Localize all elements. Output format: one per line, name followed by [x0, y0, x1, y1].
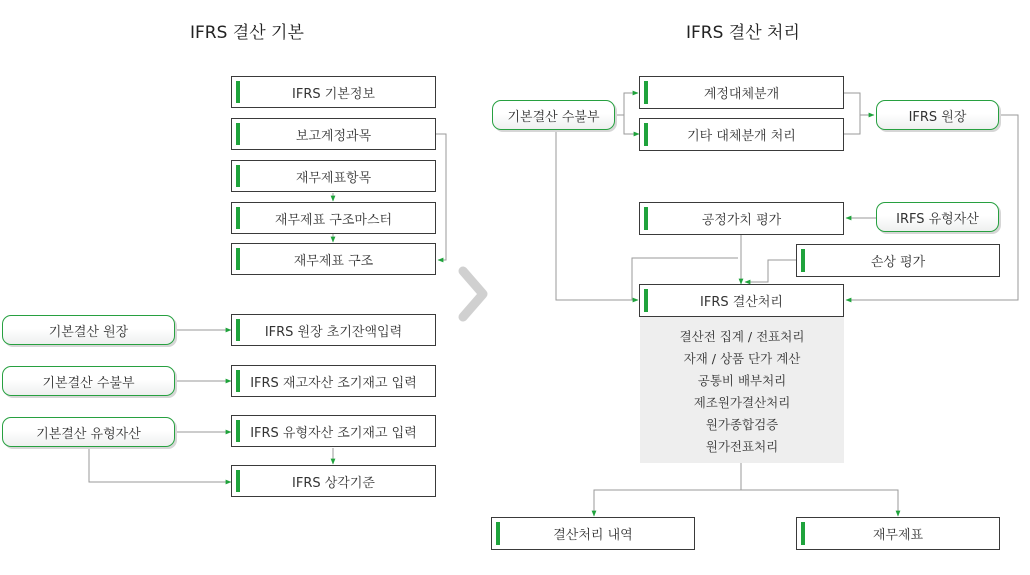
closing-step: 제조원가결산처리 — [693, 395, 791, 410]
connector-inventory-to-other-transfer — [624, 115, 638, 134]
connector-closing-to-outputs — [594, 463, 741, 516]
pill-label: 기본결산 수불부 — [42, 375, 135, 391]
ifrs-basic-info-box[interactable] — [231, 76, 436, 108]
pill-label: IFRS 원장 — [908, 109, 967, 125]
connector-inventory-to-transfer — [616, 93, 638, 115]
fair-value-box[interactable] — [639, 202, 844, 235]
right-panel-title: IFRS 결산 처리 — [686, 23, 800, 43]
box-label: IFRS 결산처리 — [700, 295, 783, 310]
box-label: 결산처리 내역 — [553, 528, 633, 543]
inventory-initial-box[interactable] — [231, 365, 436, 397]
box-label: IFRS 기본정보 — [292, 86, 375, 102]
basic-asset-pill[interactable] — [2, 417, 175, 447]
basic-inventory-pill[interactable] — [2, 366, 175, 396]
box-label: 재무제표항목 — [295, 170, 372, 186]
ledger-initial-balance-box[interactable] — [231, 314, 436, 346]
closing-step: 자재 / 상품 단가 계산 — [683, 351, 801, 366]
connector-account-to-structure — [436, 134, 446, 260]
closing-step: 결산전 집계 / 전표처리 — [679, 329, 805, 344]
connector-impairment-to-closing — [745, 260, 796, 282]
box-label: 재무제표 구조마스터 — [274, 212, 393, 228]
pill-label: 기본결산 유형자산 — [36, 426, 141, 442]
closing-steps-panel — [640, 317, 844, 463]
fs-structure-box[interactable] — [231, 243, 436, 275]
right-inventory-pill[interactable] — [492, 100, 615, 130]
closing-step: 원가전표처리 — [705, 439, 779, 454]
impairment-box[interactable] — [796, 244, 1000, 277]
box-label: 계정대체분개 — [703, 87, 780, 102]
box-label: 손상 평가 — [870, 255, 926, 270]
pill-label: 기본결산 수불부 — [507, 109, 600, 125]
box-label: 재무제표 구조 — [293, 253, 374, 269]
pill-label: 기본결산 원장 — [48, 324, 129, 340]
closing-history-box[interactable] — [491, 517, 695, 550]
connector-other-to-ledger — [844, 115, 860, 134]
closing-step: 공통비 배부처리 — [697, 373, 787, 388]
ifrs-ledger-pill[interactable] — [876, 100, 999, 130]
box-label: 기타 대체분개 처리 — [687, 129, 796, 144]
closing-step: 원가종합검증 — [705, 417, 779, 432]
basic-ledger-pill[interactable] — [2, 315, 175, 345]
other-transfer-box[interactable] — [639, 118, 844, 151]
depreciation-standard-box[interactable] — [231, 465, 436, 497]
connector-source-to-closing — [556, 131, 638, 300]
ifrs-closing-box[interactable] — [639, 284, 844, 317]
connector-asset-to-depreciation — [89, 447, 231, 482]
box-label: IFRS 유형자산 조기재고 입력 — [250, 425, 417, 441]
box-label: 재무제표 — [872, 528, 924, 543]
pill-label: IRFS 유형자산 — [896, 211, 979, 227]
fs-structure-master-box[interactable] — [231, 202, 436, 234]
left-panel-title: IFRS 결산 기본 — [190, 23, 304, 43]
financial-statements-box[interactable] — [796, 517, 1000, 550]
ifrs-asset-pill[interactable] — [876, 202, 999, 232]
asset-initial-box[interactable] — [231, 415, 436, 447]
box-label: IFRS 재고자산 조기재고 입력 — [250, 375, 417, 391]
box-label: IFRS 상각기준 — [292, 475, 375, 491]
account-transfer-box[interactable] — [639, 76, 844, 109]
fs-item-box[interactable] — [231, 160, 436, 192]
chevron-right-icon — [463, 271, 483, 317]
connector-transfer-to-ledger — [844, 93, 874, 115]
report-account-box[interactable] — [231, 118, 436, 150]
box-label: IFRS 원장 초기잔액입력 — [264, 324, 403, 340]
box-label: 공정가치 평가 — [701, 213, 782, 228]
box-label: 보고계정과목 — [295, 128, 372, 144]
